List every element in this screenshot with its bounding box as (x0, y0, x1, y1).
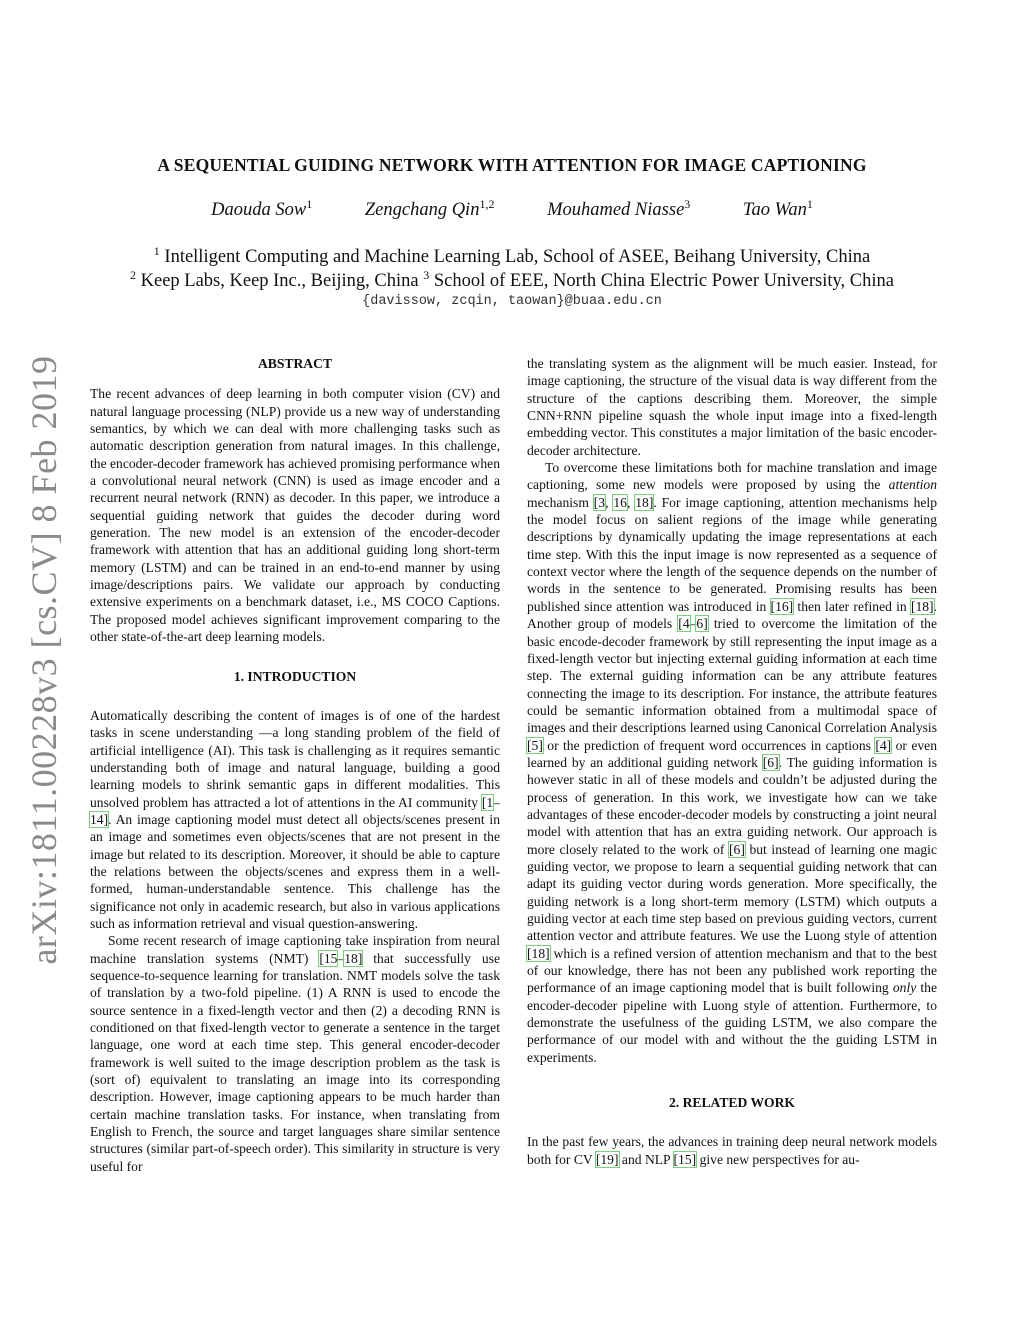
author-affil-mark: 1 (806, 197, 813, 211)
citation-link[interactable]: [15 (319, 950, 338, 966)
emphasis-text: only (892, 980, 917, 996)
author-affil-mark: 1 (306, 197, 313, 211)
author-1 (211, 197, 312, 221)
intro-paragraph-2 (90, 932, 500, 1175)
affiliation-text: Keep Labs, Keep Inc., Beijing, China (136, 271, 424, 292)
paragraph-text: To overcome these limitations both for machine translation and image captioning, some new models were proposed by using the (527, 460, 937, 493)
paragraph-text: or even learned by an additional guiding network (527, 737, 937, 770)
citation-link[interactable]: [18] (527, 945, 550, 961)
paragraph-text: , (626, 494, 636, 510)
paragraph-text: Automatically describing the content of images is of one of the hardest tasks in scene understanding —a long standing problem of the field of artificial intelligence (AI). This task is challenging as it requires semantic understanding both of image and natural language, building a good learning models to shrink semantic gaps in different modalities. This unsolved problem has attracted a lot of attentions in the AI community (90, 707, 500, 810)
citation-link[interactable]: [3 (593, 494, 606, 510)
paragraph-text: . Another group of models (527, 598, 937, 632)
author-2 (365, 197, 495, 221)
citation-link[interactable]: [6] (729, 841, 745, 857)
author-4 (743, 197, 813, 221)
abstract-body: The recent advances of deep learning in both computer vision (CV) and natural language processing (NLP) provide us a new way of understanding semantics, by which we can deal with more challenging tasks such as automatic description generation from natural images. In this challenge, the encoder-decoder framework has achieved promising performance when a convolutional neural network (CNN) is used as image encoder and a recurrent neural network (RNN) as decoder. In this paper, we introduce a sequential guiding network that guides the decoder during word generation. The new model is an extension of the encoder-decoder framework with attention that has an additional guiding long short-term memory (LSTM) and can be trained in an end-to-end manner by using image/descriptions pairs. We validate our approach by conducting extensive experiments on a benchmark dataset, i.e., MS COCO Captions. The proposed model achieves significant improvement comparing to the other state-of-the-art deep learning models. (90, 386, 500, 645)
related-work-heading: 2. RELATED WORK (668, 1095, 795, 1111)
paragraph-text: In the past few years, the advances in training deep neural network models both for CV (527, 1134, 937, 1167)
citation-link[interactable]: 18] (635, 494, 654, 510)
paragraph-text: and NLP (618, 1151, 674, 1167)
citation-link[interactable]: [5] (527, 737, 543, 753)
paragraph-text: – (689, 616, 697, 632)
citation-link[interactable]: 16 (613, 494, 627, 510)
paragraph-text: or the prediction of frequent word occurrences in captions (542, 737, 876, 753)
affiliation-line-1 (60, 244, 964, 268)
affiliation-text: Intelligent Computing and Machine Learning Lab, School of ASEE, Beihang University, China (159, 247, 871, 268)
author-affil-mark: 1,2 (479, 197, 495, 211)
paragraph-text: – (337, 950, 345, 966)
citation-link[interactable]: 14] (90, 811, 109, 827)
intro-paragraph-2-continued: the translating system as the alignment will be much easier. Instead, for image captioning, the structure of the visual data is way different from the structure of the captions describing them. Moreover, the simple CNN+RNN pipeline squash the whole input image into a fixed-length embedding vector. This constitutes a major limitation of the basic encoder-decoder architecture. (527, 356, 937, 458)
affil-mark: 3 (423, 268, 430, 282)
author-emails[interactable]: {davissow, zcqin, taowan}@buaa.edu.cn (362, 294, 662, 309)
paragraph-text: – (493, 794, 500, 810)
arxiv-identifier-text[interactable]: arXiv:1811.00228v3 [cs.CV] 8 Feb 2019 (24, 355, 64, 965)
paragraph-text: . The guiding information is however static in all of these models and couldn’t be adjusted during the process of generation. In this work, we investigate how can we take advantages of these encoder-decoder models by constructing a joint neural model with attention that has an extra guiding network. Our approach is more closely related to the work of (527, 754, 937, 857)
paragraph-text: but instead of learning one magic guiding vector, we propose to learn a sequential guiding network that can adapt its guiding vector during words generation. More specifically, the guiding network is a long short-term memory (LSTM) which outputs a guiding vector at each time step based on previous guiding vectors, current attention vector and attribute features. We use the Luong style of attention (527, 841, 937, 944)
citation-link[interactable]: [19] (595, 1151, 619, 1167)
right-column (527, 355, 937, 1168)
left-column (90, 355, 500, 1175)
intro-paragraph-3 (527, 459, 937, 1066)
author-affil-mark: 3 (684, 197, 691, 211)
author-name: Mouhamed Niasse (547, 200, 685, 221)
affil-mark: 1 (153, 244, 160, 258)
emphasis-text: attention (888, 477, 937, 493)
paragraph-text: then later refined in (793, 598, 911, 614)
citation-link[interactable]: 18] (344, 950, 363, 966)
citation-link[interactable]: [18] (910, 598, 934, 614)
paper-title: A SEQUENTIAL GUIDING NETWORK WITH ATTENTION FOR IMAGE CAPTIONING (157, 155, 867, 175)
author-name: Zengchang Qin (364, 200, 480, 221)
paragraph-text: . An image captioning model must detect all objects/scenes present in an image and sometimes even objects/scenes that are not present in the image but related to its description. Moreover, it should be able to capture the relations between the objects/scenes and express them in a well-formed, human-understandable sentence. This challenge has the significance not only in academic research, but also in various applications such as information retrieval and visual question-answering. (90, 811, 500, 931)
arxiv-identifier-stamp (14, 355, 74, 965)
citation-link[interactable]: [4] (875, 737, 892, 753)
paragraph-text: Some recent research of image captioning take inspiration from neural machine translation systems (NMT) (90, 933, 500, 966)
introduction-heading: 1. INTRODUCTION (233, 668, 357, 684)
affiliation-line-2 (60, 268, 964, 292)
abstract-heading: ABSTRACT (257, 356, 333, 371)
affil-mark: 2 (130, 268, 136, 282)
citation-link[interactable]: 6] (696, 616, 708, 632)
paragraph-text: give new perspectives for au- (696, 1151, 860, 1167)
author-name: Daouda Sow (211, 200, 307, 221)
intro-paragraph-1 (90, 707, 500, 932)
author-name: Tao Wan (742, 200, 807, 221)
citation-link[interactable]: [15] (673, 1151, 697, 1167)
affiliation-text: School of EEE, North China Electric Power University, China (429, 271, 894, 292)
citation-link[interactable]: [1 (481, 794, 494, 810)
citation-link[interactable]: [4 (678, 616, 690, 632)
paragraph-text: which is a refined version of attention mechanism and that to the best of our knowledge, there has not been any published work reporting the performance of an image captioning model that is built following (527, 945, 937, 996)
citation-link[interactable]: [16] (770, 598, 794, 614)
paragraph-text: . For image captioning, attention mechanisms help the model focus on salient regions of the image while generating descriptions by dynamically updating the image representations at each time step. With this the input image is now represented as a sequence of context vector where the length of the sequence depends on the number of words in the sentence to be generated. Promising results has been published since attention was introduced in (527, 494, 937, 614)
paragraph-text: the encoder-decoder pipeline with Luong style of attention. Furthermore, to demonstrate the usefulness of the guiding LSTM, we also compare the performance of our model with and without the the guiding LSTM in experiments. (527, 980, 937, 1065)
paragraph-text: tried to overcome the limitation of the basic encode-decoder framework by still representing the input image as a fixed-length vector but injecting external guiding information at each time step. The external guiding information can be any attribute features connecting the image to its description. For instance, the attribute features could be semantic information obtained from a multimodal space of images and their descriptions learned using Canonical Correlation Analysis (527, 616, 937, 736)
paragraph-text: mechanism (527, 494, 594, 510)
author-list (60, 197, 964, 221)
related-paragraph-1 (527, 1133, 937, 1168)
citation-link[interactable]: [6] (762, 754, 779, 770)
paragraph-text: that successfully use sequence-to-sequence learning for translation. NMT models solve the task of translation by a two-fold pipeline. (1) A RNN is used to encode the source sentence in a fixed-length vector and then (2) a decoding RNN is conditioned on that fixed-length vector to generate a sentence in the target language, one word at each time step. This general encoder-decoder framework is well suited to the image description problem as the task is (sort of) equivalent to translating an image into its corresponding description. However, image captioning appears to be much harder than certain machine translation tasks. For instance, when translating from English to French, the source and target languages share similar sentence structures (similar part-of-speech order). This similarity in structure is very useful for (90, 950, 500, 1174)
paragraph-text: , (605, 494, 614, 510)
author-3 (547, 197, 690, 221)
